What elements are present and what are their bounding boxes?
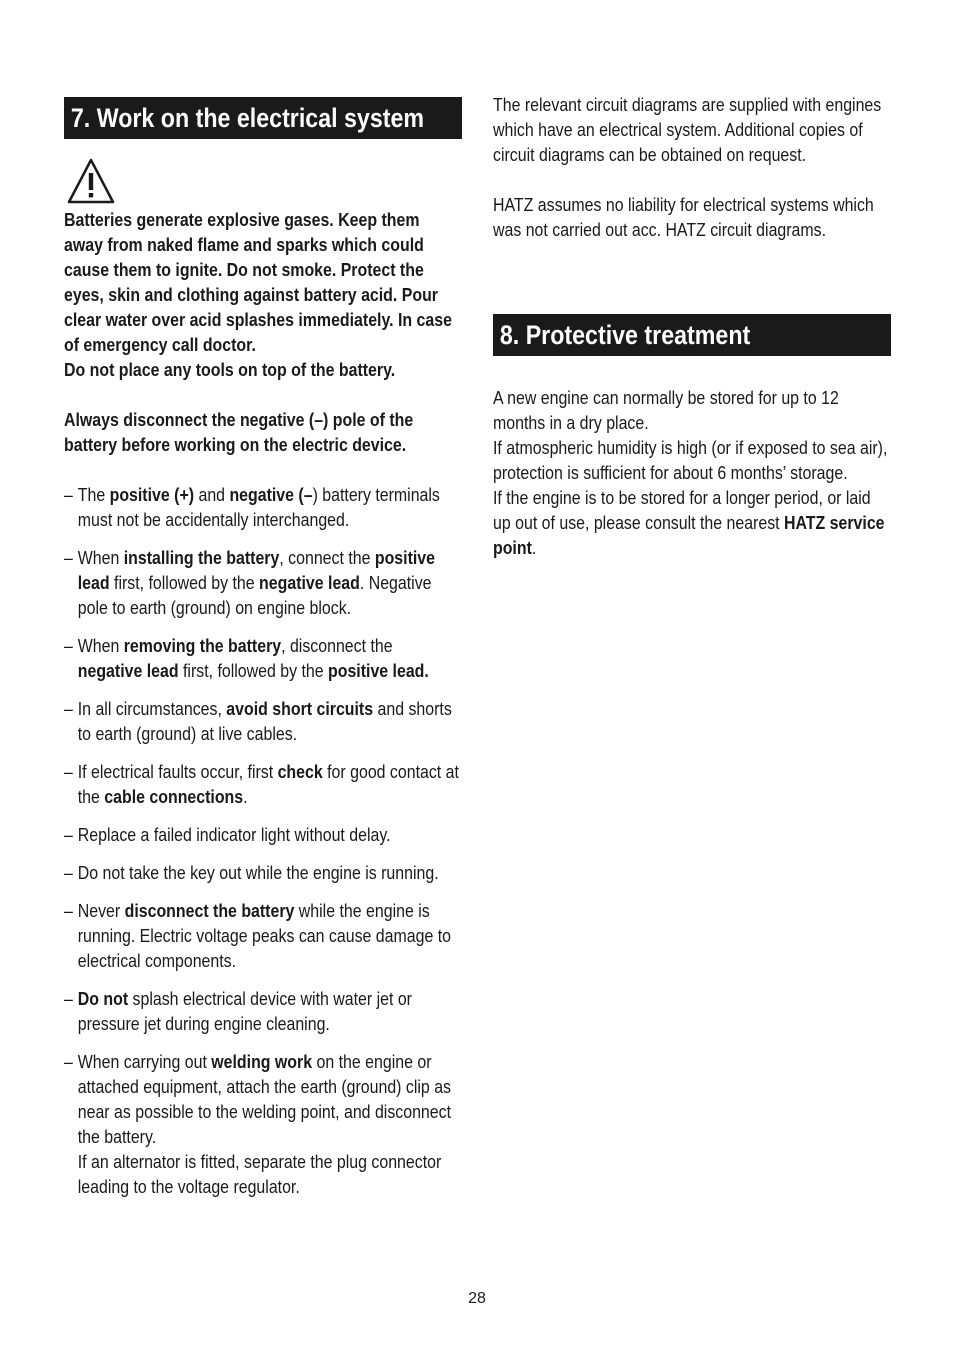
list-item: – When removing the battery, disconnect the negative lead first, followed by the positive lead. [64, 633, 461, 683]
warning-triangle-icon [66, 157, 116, 207]
liability-text: HATZ assumes no liability for electrical systems which was not carried out acc. HATZ circuit diagrams. [493, 194, 874, 240]
disconnect-note: Always disconnect the negative (–) pole of the battery before working on the electric device. [64, 409, 414, 455]
storage-paragraph: A new engine can normally be stored for up to 12 months in a dry place. If atmospheric humidity is high (or if exposed to sea air), protection is sufficient for about 6 months’ storage. If the engine is to be stored for a longer period, or laid up out of use, please consult the nearest HATZ service point. [493, 387, 888, 558]
list-item: – When carrying out welding work on the engine or attached equipment, attach the earth (ground) clip as near as possible to the welding point, and disconnect the battery. If an alternator is fitted, separate the plug connector leading to the voltage regulator. [64, 1049, 461, 1199]
list-item: – Replace a failed indicator light without delay. [64, 822, 461, 847]
tools-warning-text: Do not place any tools on top of the battery. [64, 359, 396, 380]
section-7-heading [64, 97, 462, 139]
section-8-title: 8. Protective treatment [499, 320, 751, 350]
list-item: – The positive (+) and negative (–) battery terminals must not be accidentally interchanged. [64, 482, 461, 532]
right-column [493, 92, 891, 560]
list-item: – Do not splash electrical device with water jet or pressure jet during engine cleaning. [64, 986, 461, 1036]
battery-warning [64, 155, 462, 382]
left-column [64, 97, 462, 1212]
list-item: – If electrical faults occur, first check for good contact at the cable connections. [64, 759, 461, 809]
hatz-service-point: HATZ service point [493, 512, 885, 558]
electrical-instructions-list [64, 482, 461, 1199]
section-7-title: 7. Work on the electrical system [70, 103, 425, 133]
page-number: 28 [468, 1290, 486, 1307]
circuit-diagrams-text: The relevant circuit diagrams are supplied with engines which have an electrical system. Additional copies of circuit diagrams can be obtained on request. [493, 94, 882, 165]
list-item: – Do not take the key out while the engine is running. [64, 860, 461, 885]
list-item: – When installing the battery, connect the positive lead first, followed by the negative lead. Negative pole to earth (ground) on engine block. [64, 545, 461, 620]
list-item: – Never disconnect the battery while the engine is running. Electric voltage peaks can cause damage to electrical components. [64, 898, 461, 973]
section-8-heading [493, 314, 891, 356]
list-item: – In all circumstances, avoid short circuits and shorts to earth (ground) at live cables. [64, 696, 461, 746]
warning-text: Batteries generate explosive gases. Keep them away from naked flame and sparks which could cause them to ignite. Do not smoke. Protect the eyes, skin and clothing against battery acid. Pour clear water over acid splashes immediately. In case of emergency call doctor. [64, 209, 452, 355]
